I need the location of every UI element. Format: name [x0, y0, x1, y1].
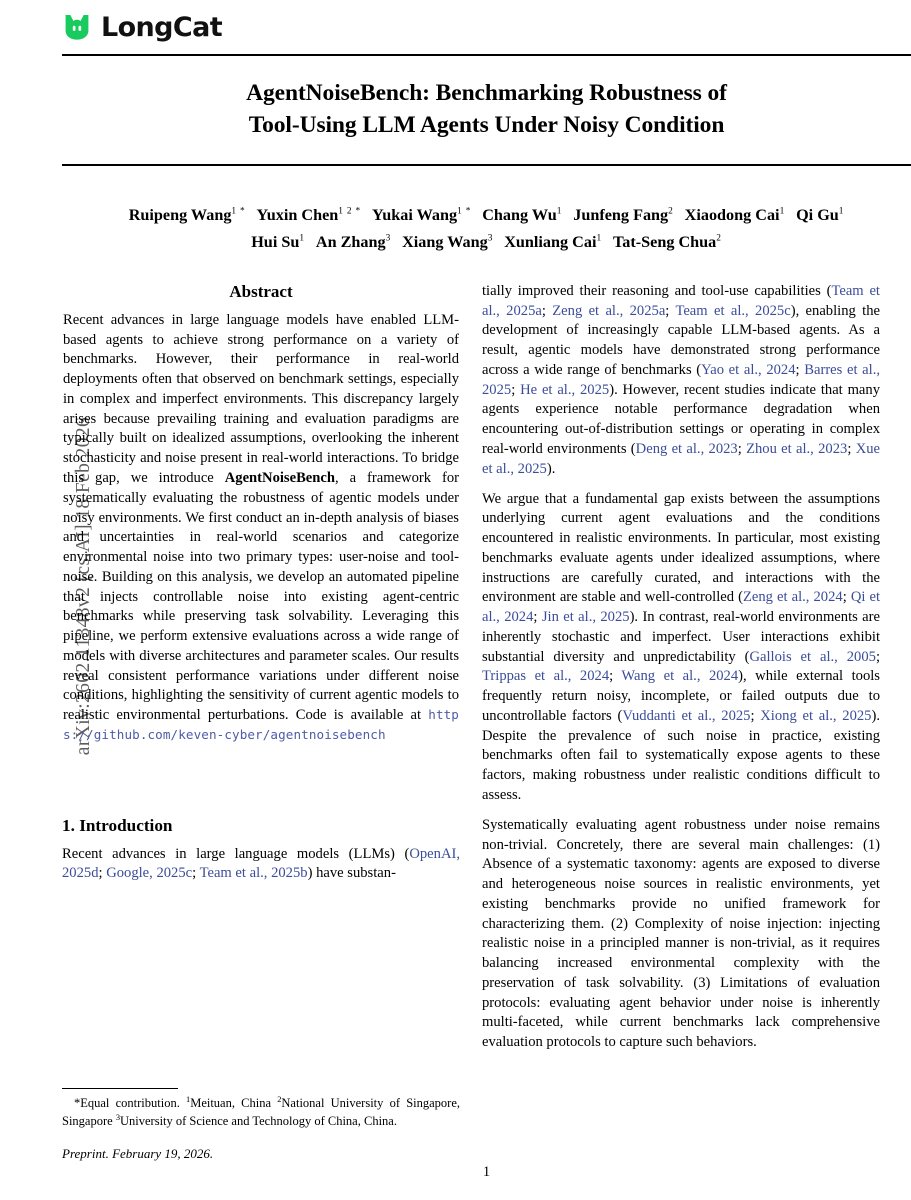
text-run: tially improved their reasoning and tool-use capabilities ( — [482, 282, 832, 299]
author-name: An Zhang — [315, 232, 386, 251]
citation-link[interactable]: He et al., 2025 — [520, 381, 610, 398]
preprint-notice: Preprint. February 19, 2026. — [62, 1146, 214, 1162]
citation-link[interactable]: Jin et al., 2025 — [541, 609, 630, 626]
title-line-1: AgentNoiseBench: Benchmarking Robustness of — [246, 80, 727, 106]
citation-link[interactable]: Team et al., 2025a — [482, 282, 880, 319]
author-affiliation-marker: 1 — [556, 206, 563, 217]
author-affiliation-marker: 3 — [385, 233, 392, 244]
author-name: Ruipeng Wang — [128, 206, 232, 225]
title-line-2: Tool-Using LLM Agents Under Noisy Condition — [248, 112, 725, 139]
citation-link[interactable]: Yao et al., 2024 — [701, 361, 796, 378]
equal-contribution-note: *Equal contribution. — [74, 1096, 180, 1110]
author-affiliation-marker: 1 * — [457, 206, 472, 217]
header-divider — [62, 54, 911, 56]
author-affiliation-marker: 1 — [596, 233, 602, 244]
author — [504, 233, 602, 251]
author-name: Hui Su — [251, 232, 300, 251]
affiliation-marker: 1 — [186, 1094, 191, 1104]
brand-header — [62, 0, 911, 49]
author — [129, 206, 246, 224]
abstract-text-part-1: Recent advances in large language models have enabled LLM-based agents to achieve strong performance on a variety of benchmarks. However, their performance in real-world deployments often that observed on benchmark settings, especially in complex and imperfect environments. This discrepancy largely arises because prevailing training and evaluation paradigms are typically built on idealized assumptions, overlooking the inherent stochasticity and noise present in real-world interactions. To bridge this gap, we introduce — [63, 311, 459, 486]
citation-link[interactable]: OpenAI, 2025d — [62, 845, 460, 882]
paper-page — [62, 0, 911, 1200]
author-affiliation-marker: 1 — [299, 233, 305, 244]
abstract-text-part-2: , a framework for systematically evaluating the robustness of agentic models under noisy environments. We first conduct an in-depth analysis of biases and uncertainties in real-world scenarios and categorize environmental noise into two primary types: user-noise and tool-noise. Building on this analysis, we develop an automated pipeline that injects controllable noise into existing agent-centric benchmarks while preserving task solvability. Leveraging this pipeline, we perform extensive evaluations across a wide range of models with diverse architectures and parameter scales. Our results reveal consistent performance variations under different noise conditions, highlighting the sensitivity of current agentic models to realistic environmental perturbations. Code is available at — [63, 469, 460, 724]
text-run: ). However, recent studies indicate that many agents experience notable performance degradation when encountering out-of-distribution settings or operating in complex real-world environments ( — [482, 381, 881, 457]
citation-separator: ; — [875, 648, 880, 665]
author — [402, 233, 493, 251]
author-affiliation-marker: 1 — [779, 206, 786, 217]
citation-separator: ; — [750, 707, 761, 724]
citation-link[interactable]: Qi et al., 2024 — [482, 589, 880, 626]
author — [685, 206, 785, 224]
citation-link[interactable]: Zeng et al., 2025a — [552, 302, 666, 319]
citation-separator: ; — [665, 302, 676, 319]
author-list — [62, 202, 911, 254]
citation-separator: ; — [795, 361, 805, 378]
citation-link[interactable]: Barres et al., 2025 — [482, 361, 881, 398]
author-name: Yuxin Chen — [256, 206, 339, 225]
text-run: ). — [546, 460, 556, 477]
author-name: Xunliang Cai — [504, 232, 597, 251]
affiliation-2: National University of Singapore, Singapore — [62, 1096, 460, 1128]
code-repository-link[interactable]: https://github.com/keven-cyber/agentnoisebench — [63, 707, 459, 742]
citation-link[interactable]: Zeng et al., 2024 — [742, 589, 843, 606]
citation-link[interactable]: Trippas et al., 2024 — [482, 668, 610, 685]
intro-text-prefix: Recent advances in large language models (LLMs) ( — [62, 845, 410, 862]
left-column — [62, 281, 460, 1162]
author — [573, 206, 673, 224]
page-number: 1 — [482, 1164, 491, 1180]
introduction-section — [62, 816, 460, 885]
author — [316, 233, 391, 251]
abstract-framework-name: AgentNoiseBench — [224, 469, 335, 486]
abstract-heading: Abstract — [229, 281, 293, 301]
footnote-divider — [62, 1088, 178, 1089]
introduction-paragraph — [62, 845, 460, 885]
author-affiliation-marker: 3 — [487, 233, 494, 244]
affiliation-1: Meituan, China — [190, 1096, 278, 1110]
citation-link[interactable]: Zhou et al., 2023 — [746, 440, 848, 457]
citation-link[interactable]: Xiong et al., 2025 — [760, 707, 872, 724]
author-affiliation-marker: 1 * — [231, 206, 246, 217]
author-name: Chang Wu — [482, 206, 557, 225]
author — [372, 206, 471, 224]
author-name: Junfeng Fang — [573, 206, 669, 225]
citation-link[interactable]: Xue et al., 2025 — [482, 440, 881, 477]
author-affiliation-marker: 1 — [838, 206, 845, 217]
author-name: Xiang Wang — [402, 232, 488, 251]
affiliation-marker: 2 — [277, 1094, 282, 1104]
author — [613, 233, 722, 251]
citation-separator: ; — [192, 865, 200, 882]
affiliation-3: University of Science and Technology of China, China. — [120, 1113, 397, 1128]
author-affiliation-marker: 1 2 * — [338, 206, 362, 217]
affiliation-footnote — [62, 1094, 460, 1130]
citation-link[interactable]: Google, 2025c — [106, 865, 193, 882]
citation-link[interactable]: Gallois et al., 2005 — [749, 648, 876, 665]
section-heading-introduction: 1. Introduction — [62, 815, 173, 835]
author-name: Xiaodong Cai — [684, 206, 780, 225]
text-run: ), while external tools frequently return noisy, incomplete, or failed outputs due to uncontrollable factors ( — [482, 668, 880, 724]
author — [796, 206, 844, 224]
citation-link[interactable]: Wang et al., 2024 — [621, 668, 739, 685]
citation-separator: ; — [541, 302, 553, 319]
author — [257, 206, 361, 224]
citation-separator: ; — [847, 440, 856, 457]
citation-link[interactable]: Team et al., 2025c — [675, 302, 791, 319]
text-run: ), enabling the development of increasingly capable LLM-based agents. As a result, agentic models have demonstrated strong performance across a wide range of benchmarks ( — [482, 302, 880, 378]
citation-separator: ; — [511, 381, 521, 398]
body-columns — [62, 281, 911, 1162]
author-affiliation-marker: 2 — [716, 233, 722, 244]
page-title — [100, 77, 873, 141]
citation-separator: ; — [842, 589, 851, 606]
citation-link[interactable]: Team et al., 2025b — [199, 865, 308, 882]
text-run: We argue that a fundamental gap exists between the assumptions underlying current agent evaluations and the conditions encountered in realistic environments. In particular, most existing benchmarks evaluate agents under idealized assumptions, where instructions are carefully curated, and interactions with the environment are stable and well-controlled ( — [482, 490, 880, 606]
affiliation-marker: 3 — [115, 1112, 120, 1122]
citation-link[interactable]: Deng et al., 2023 — [635, 440, 738, 457]
citation-separator: ; — [609, 668, 622, 685]
arxiv-stamp: arXiv:2602.11348v2 [cs.AI] 18 Feb 2026 — [73, 416, 94, 756]
author-name: Tat-Seng Chua — [612, 232, 717, 251]
citation-separator: ; — [98, 865, 107, 882]
title-divider — [62, 164, 911, 166]
right-column — [482, 282, 880, 1053]
right-paragraph-1 — [482, 282, 880, 480]
abstract-paragraph — [62, 311, 460, 746]
citation-link[interactable]: Vuddanti et al., 2025 — [622, 707, 751, 724]
text-run: ). In contrast, real-world environments are inherently stochastic and imperfect. User interactions exhibit substantial diversity and unpredictability ( — [482, 609, 880, 665]
brand-name: LongCat — [101, 11, 223, 43]
author — [482, 206, 562, 224]
author — [251, 233, 305, 251]
author-name: Qi Gu — [796, 206, 839, 225]
citation-separator: ; — [737, 440, 747, 457]
intro-text-suffix: ) have substan- — [307, 865, 396, 882]
footnote-block — [62, 1088, 460, 1163]
author-affiliation-marker: 2 — [668, 206, 674, 217]
right-paragraph-3: Systematically evaluating agent robustness under noise remains non-trivial. Concretely, there are several main challenges: (1) Absence of a systematic taxonomy: agents are exposed to diverse and heterogeneous noise sources in realistic environments, yet existing benchmarks provide no unified framework for characterizing them. (2) Complexity of noise injection: injecting realistic noise in a principled manner is non-trivial, as it requires balancing increased environmental complexity with the preservation of task solvability. (3) Limitations of evaluation protocols: evaluating agent behavior under noise is inherently multi-faceted, while current benchmarks lack comprehensive evaluation protocols to capture such behaviors. — [482, 816, 880, 1051]
right-paragraph-2 — [482, 490, 880, 806]
citation-separator: ; — [533, 609, 542, 626]
author-row-2 — [68, 229, 905, 255]
longcat-logo-icon — [62, 12, 92, 42]
text-run: ). Despite the prevalence of such noise in practice, existing benchmarks often fail to systematically expose agents to these factors, making robustness under realistic conditions difficult to assess. — [482, 707, 880, 803]
author-row-1 — [68, 202, 905, 228]
author-name: Yukai Wang — [372, 206, 458, 225]
